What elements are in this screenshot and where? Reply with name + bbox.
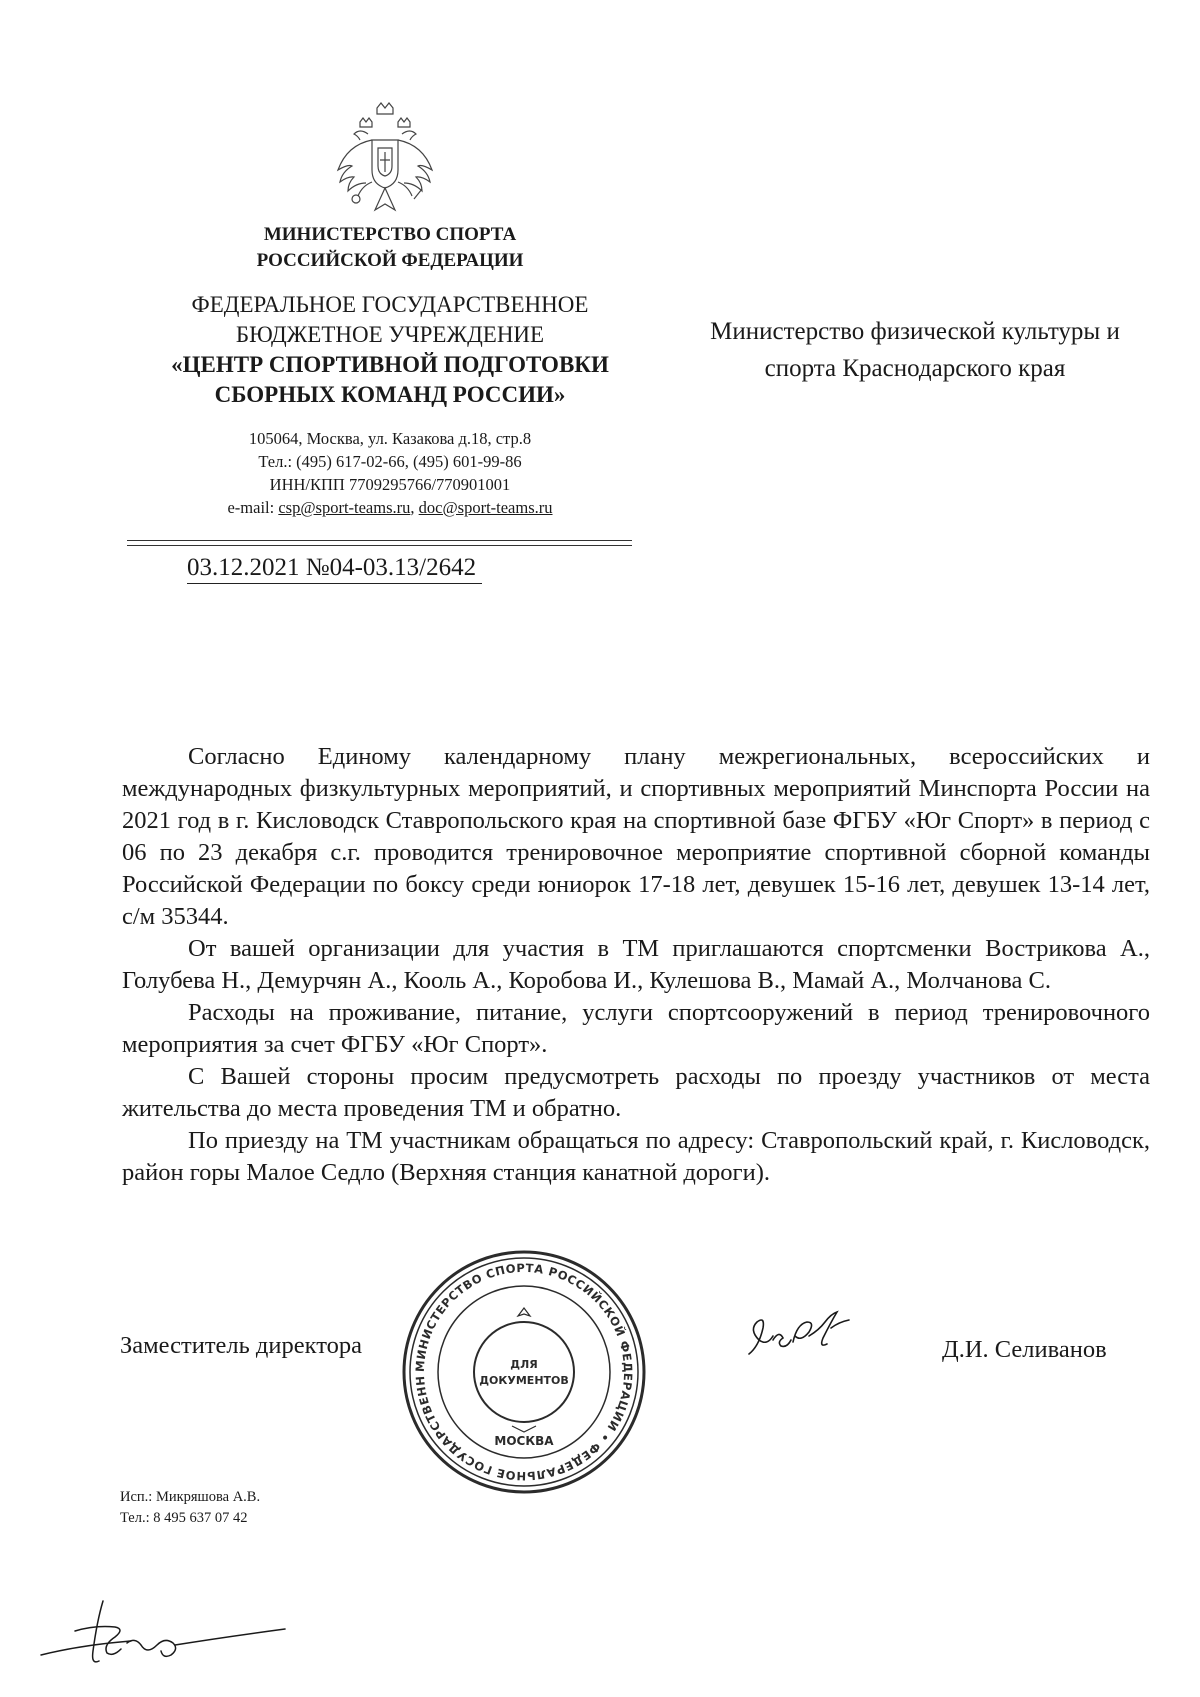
org-line-3: «ЦЕНТР СПОРТИВНОЙ ПОДГОТОВКИ — [171, 352, 609, 377]
recipient-block — [655, 313, 1175, 387]
ministry-line-1: МИНИСТЕРСТВО СПОРТА — [263, 224, 517, 245]
letter-body — [122, 741, 1150, 1189]
postal-address: 105064, Москва, ул. Казакова д.18, стр.8 — [248, 429, 532, 448]
handwritten-signature — [745, 1306, 860, 1366]
contact-block — [150, 427, 630, 519]
official-stamp — [400, 1248, 648, 1496]
letterhead-divider — [127, 540, 632, 541]
email-link-2[interactable]: doc@sport-teams.ru — [418, 498, 553, 517]
recipient-line-2: спорта Краснодарского края — [764, 355, 1066, 382]
stamp-center-line-1: ДЛЯ — [510, 1358, 538, 1371]
email-link-1[interactable]: csp@sport-teams.ru — [278, 498, 411, 517]
phone-numbers: Тел.: (495) 617-02-66, (495) 601-99-86 — [258, 452, 522, 471]
organization-name — [120, 290, 660, 410]
handwritten-initials — [35, 1595, 295, 1680]
executor-name: Исп.: Микряшова А.В. — [120, 1489, 261, 1505]
org-line-2: БЮДЖЕТНОЕ УЧРЕЖДЕНИЕ — [235, 322, 545, 347]
signatory-name: Д.И. Селиванов — [942, 1336, 1107, 1363]
email-label: e-mail: — [227, 498, 275, 517]
tax-ids: ИНН/КПП 7709295766/770901001 — [269, 475, 511, 494]
ministry-name — [140, 222, 640, 274]
org-line-4: СБОРНЫХ КОМАНД РОССИИ» — [214, 382, 566, 407]
org-line-1: ФЕДЕРАЛЬНОЕ ГОСУДАРСТВЕННОЕ — [191, 292, 589, 317]
body-paragraph: Расходы на проживание, питание, услуги спортсооружений в период тренировочного мероприятия за счет ФГБУ «Юг Спорт». — [122, 999, 1150, 1058]
coat-of-arms-icon — [330, 100, 440, 225]
date-and-number: 03.12.2021 №04-03.13/2642 — [187, 553, 482, 584]
ministry-line-2: РОССИЙСКОЙ ФЕДЕРАЦИИ — [256, 250, 524, 271]
stamp-ring-text: МИНИСТЕРСТВО СПОРТА РОССИЙСКОЙ ФЕДЕРАЦИИ • ФЕДЕРАЛЬНОЕ ГОСУДАРСТВЕНН — [412, 1260, 636, 1484]
stamp-center-line-2: ДОКУМЕНТОВ — [479, 1374, 569, 1387]
executor-info — [120, 1487, 260, 1529]
letterhead-divider — [127, 545, 632, 546]
recipient-line-1: Министерство физической культуры и — [710, 318, 1120, 345]
stamp-city: МОСКВА — [494, 1434, 554, 1448]
signatory-title: Заместитель директора — [120, 1332, 362, 1359]
body-paragraph: Согласно Единому календарному плану межрегиональных, всероссийских и международных физкультурных мероприятий, и спортивных мероприятий Минспорта России на 2021 год в г. Кисловодск Ставропольского края на спортивной базе ФГБУ «Юг Спорт» в период с 06 по 23 декабря с.г. проводится тренировочное мероприятие спортивной сборной команды Российской Федерации по боксу среди юниорок 17-18 лет, девушек 15-16 лет, девушек 13-14 лет, с/м 35344. — [122, 743, 1150, 930]
executor-phone: Тел.: 8 495 637 07 42 — [120, 1510, 248, 1526]
body-paragraph: От вашей организации для участия в ТМ приглашаются спортсменки Вострикова А., Голубева Н., Демурчян А., Кооль А., Коробова И., Кулешова В., Мамай А., Молчанова С. — [122, 935, 1150, 994]
body-paragraph: По приезду на ТМ участникам обращаться по адресу: Ставропольский край, г. Кисловодск, район горы Малое Седло (Верхняя станция канатной дороги). — [122, 1127, 1150, 1186]
email-separator: , — [410, 498, 415, 517]
email-line — [150, 496, 630, 519]
reference-number — [187, 553, 482, 584]
body-paragraph: С Вашей стороны просим предусмотреть расходы по проезду участников от места жительства до места проведения ТМ и обратно. — [122, 1063, 1150, 1122]
